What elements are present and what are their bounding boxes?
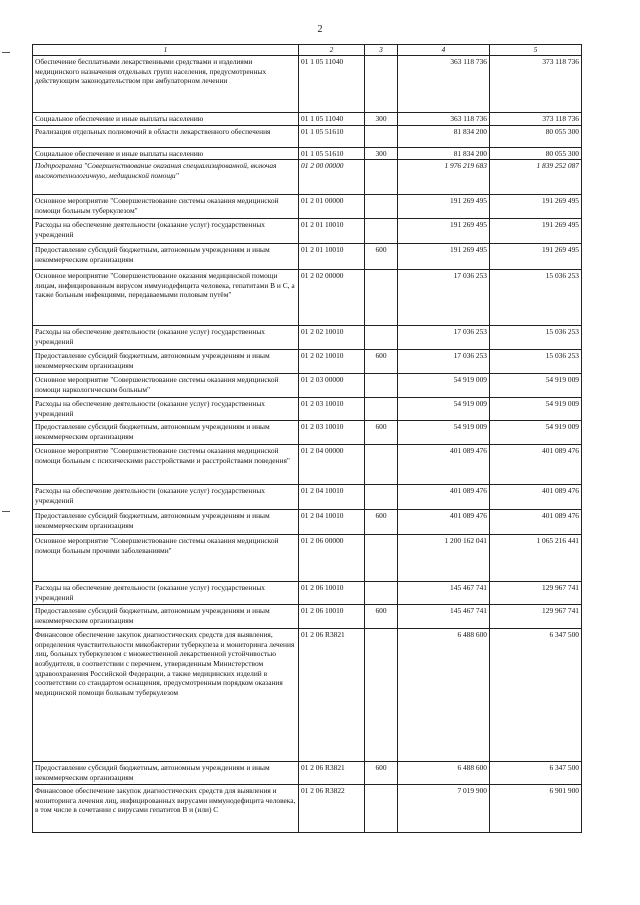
row-value-cell: 6 347 500 [490,762,582,785]
header-cell: 1 [33,45,299,56]
row-code-cell: 01 2 06 10010 [299,582,365,605]
row-name-cell: Социальное обеспечение и иные выплаты населению [33,147,299,160]
row-value-cell: 80 055 300 [490,125,582,147]
table-row [33,56,582,113]
row-value-cell: 363 118 736 [398,113,490,126]
row-name-cell: Предоставление субсидий бюджетным, автономным учреждениям и иным некоммерческим организациям [33,350,299,374]
row-value-cell: 191 269 495 [398,244,490,270]
row-vr-cell [365,374,398,398]
row-vr-cell [365,326,398,350]
row-code-cell: 01 2 06 10010 [299,605,365,629]
table-row [33,125,582,147]
row-code-cell: 01 2 03 10010 [299,398,365,421]
margin-mark [2,52,10,53]
row-code-cell: 01 2 04 10010 [299,510,365,535]
row-name-cell: Социальное обеспечение и иные выплаты населению [33,113,299,126]
table-row [33,350,582,374]
row-vr-cell: 300 [365,113,398,126]
row-name-cell: Предоставление субсидий бюджетным, автономным учреждениям и иным некоммерческим организациям [33,421,299,445]
row-vr-cell: 600 [365,350,398,374]
row-name-cell: Предоставление субсидий бюджетным, автономным учреждениям и иным некоммерческим организациям [33,762,299,785]
budget-table [32,44,582,833]
row-value-cell: 6 347 500 [490,629,582,762]
row-code-cell: 01 1 05 51610 [299,147,365,160]
row-value-cell: 401 089 476 [490,510,582,535]
row-value-cell: 15 036 253 [490,350,582,374]
row-vr-cell [365,785,398,833]
row-name-cell: Финансовое обеспечение закупок диагностических средств для выявления и мониторинга лечения лиц, инфицированных вирусами иммунодефицита человека, в том числе в сочетании с вирусами гепатитов В и (или) С [33,785,299,833]
table-row [33,445,582,485]
row-value-cell: 363 118 736 [398,56,490,113]
margin-mark [2,511,10,512]
table-row [33,629,582,762]
row-vr-cell: 600 [365,510,398,535]
table-row [33,535,582,582]
row-value-cell: 129 967 741 [490,605,582,629]
row-vr-cell: 600 [365,421,398,445]
row-value-cell: 1 839 252 087 [490,160,582,195]
row-value-cell: 54 919 009 [490,374,582,398]
row-value-cell: 401 089 476 [490,485,582,510]
row-name-cell: Основное мероприятие "Совершенствование системы оказания медицинской помощи наркологическим больным" [33,374,299,398]
row-value-cell: 7 019 900 [398,785,490,833]
table-row [33,147,582,160]
row-value-cell: 6 901 900 [490,785,582,833]
row-vr-cell [365,56,398,113]
row-name-cell: Реализация отдельных полномочий в области лекарственного обеспечения [33,125,299,147]
row-code-cell: 01 2 01 10010 [299,219,365,244]
table-row [33,605,582,629]
row-name-cell: Обеспечение бесплатными лекарственными средствами и изделиями медицинского назначения отдельных групп населения, предусмотренных действующим законодательством при амбулаторном лечении [33,56,299,113]
row-name-cell: Расходы на обеспечение деятельности (оказание услуг) государственных учреждений [33,582,299,605]
row-vr-cell: 600 [365,605,398,629]
row-value-cell: 81 834 200 [398,147,490,160]
row-vr-cell [365,398,398,421]
page-number: 2 [317,24,323,35]
row-name-cell: Предоставление субсидий бюджетным, автономным учреждениям и иным некоммерческим организациям [33,244,299,270]
row-code-cell: 01 2 02 10010 [299,326,365,350]
row-vr-cell [365,582,398,605]
header-cell: 4 [398,45,490,56]
row-vr-cell [365,485,398,510]
row-code-cell: 01 2 06 00000 [299,535,365,582]
table-row [33,374,582,398]
row-name-cell: Финансовое обеспечение закупок диагностических средств для выявления, определения чувствительности микобактерии туберкулеза и мониторинга лечения лиц, больных туберкулезом с множественной лекарственной устойчивостью возбудителя, в соответствии с перечнем, утвержденным Министерством здравоохранения Российской Федерации, а также медицинских изделий в соответствии со стандартом оснащения, предусмотренным порядком оказания медицинской помощи больным туберкулезом [33,629,299,762]
row-value-cell: 145 467 741 [398,582,490,605]
row-vr-cell: 300 [365,147,398,160]
row-vr-cell [365,535,398,582]
row-name-cell: Расходы на обеспечение деятельности (оказание услуг) государственных учреждений [33,485,299,510]
row-name-cell: Расходы на обеспечение деятельности (оказание услуг) государственных учреждений [33,219,299,244]
table-row [33,270,582,326]
row-code-cell: 01 2 02 00000 [299,270,365,326]
row-code-cell: 01 2 03 00000 [299,374,365,398]
row-value-cell: 17 036 253 [398,270,490,326]
row-vr-cell [365,270,398,326]
table-row [33,785,582,833]
row-name-cell: Основное мероприятие "Совершенствование системы оказания медицинской помощи больным с психическими расстройствами и расстройствами поведения" [33,445,299,485]
table-row [33,510,582,535]
row-value-cell: 80 055 300 [490,147,582,160]
row-value-cell: 191 269 495 [490,195,582,219]
row-code-cell: 01 1 05 51610 [299,125,365,147]
row-value-cell: 17 036 253 [398,350,490,374]
row-name-cell: Предоставление субсидий бюджетным, автономным учреждениям и иным некоммерческим организациям [33,605,299,629]
row-value-cell: 1 065 216 441 [490,535,582,582]
row-name-cell: Основное мероприятие "Совершенствование оказания медицинской помощи лицам, инфицированным вирусом иммунодефицита человека, гепатитами В и С, а также больным инфекциями, передаваемыми половым путём" [33,270,299,326]
row-value-cell: 6 488 600 [398,629,490,762]
row-value-cell: 6 488 600 [398,762,490,785]
table-row [33,421,582,445]
row-value-cell: 54 919 009 [398,398,490,421]
row-code-cell: 01 2 04 10010 [299,485,365,510]
row-vr-cell: 600 [365,244,398,270]
row-value-cell: 1 200 162 041 [398,535,490,582]
row-vr-cell [365,445,398,485]
row-name-cell: Расходы на обеспечение деятельности (оказание услуг) государственных учреждений [33,326,299,350]
row-value-cell: 81 834 200 [398,125,490,147]
row-name-cell: Подпрограмма "Совершенствование оказания специализированной, включая высокотехнологичную, медицинской помощи" [33,160,299,195]
row-value-cell: 54 919 009 [490,398,582,421]
row-value-cell: 191 269 495 [398,219,490,244]
row-code-cell: 01 2 02 10010 [299,350,365,374]
row-value-cell: 54 919 009 [398,421,490,445]
row-code-cell: 01 2 01 10010 [299,244,365,270]
row-code-cell: 01 1 05 11040 [299,56,365,113]
row-name-cell: Предоставление субсидий бюджетным, автономным учреждениям и иным некоммерческим организациям [33,510,299,535]
row-code-cell: 01 2 06 R3821 [299,629,365,762]
header-cell: 5 [490,45,582,56]
row-value-cell: 15 036 253 [490,270,582,326]
header-row [33,45,582,56]
row-value-cell: 1 976 219 683 [398,160,490,195]
row-value-cell: 401 089 476 [398,485,490,510]
row-value-cell: 145 467 741 [398,605,490,629]
row-value-cell: 191 269 495 [490,244,582,270]
row-value-cell: 401 089 476 [398,445,490,485]
table-row [33,582,582,605]
table-row [33,113,582,126]
row-code-cell: 01 2 04 00000 [299,445,365,485]
table-row [33,160,582,195]
row-code-cell: 01 2 00 00000 [299,160,365,195]
row-code-cell: 01 2 06 R3821 [299,762,365,785]
row-vr-cell [365,160,398,195]
row-code-cell: 01 2 01 00000 [299,195,365,219]
row-value-cell: 17 036 253 [398,326,490,350]
table-row [33,762,582,785]
row-code-cell: 01 1 05 11040 [299,113,365,126]
row-vr-cell [365,629,398,762]
table-row [33,244,582,270]
row-vr-cell [365,219,398,244]
row-value-cell: 129 967 741 [490,582,582,605]
row-vr-cell [365,195,398,219]
row-value-cell: 373 118 736 [490,56,582,113]
table-row [33,398,582,421]
row-vr-cell: 600 [365,762,398,785]
row-vr-cell [365,125,398,147]
row-value-cell: 15 036 253 [490,326,582,350]
row-value-cell: 373 118 736 [490,113,582,126]
row-code-cell: 01 2 03 10010 [299,421,365,445]
row-code-cell: 01 2 06 R3822 [299,785,365,833]
table-row [33,485,582,510]
table-row [33,326,582,350]
row-value-cell: 191 269 495 [490,219,582,244]
row-name-cell: Основное мероприятие "Совершенствование системы оказания медицинской помощи больным туберкулезом" [33,195,299,219]
table-row [33,219,582,244]
row-value-cell: 191 269 495 [398,195,490,219]
table-row [33,195,582,219]
row-value-cell: 54 919 009 [398,374,490,398]
row-name-cell: Основное мероприятие "Совершенствование системы оказания медицинской помощи больным прочими заболеваниями" [33,535,299,582]
row-name-cell: Расходы на обеспечение деятельности (оказание услуг) государственных учреждений [33,398,299,421]
row-value-cell: 54 919 009 [490,421,582,445]
header-cell: 3 [365,45,398,56]
row-value-cell: 401 089 476 [398,510,490,535]
header-cell: 2 [299,45,365,56]
row-value-cell: 401 089 476 [490,445,582,485]
